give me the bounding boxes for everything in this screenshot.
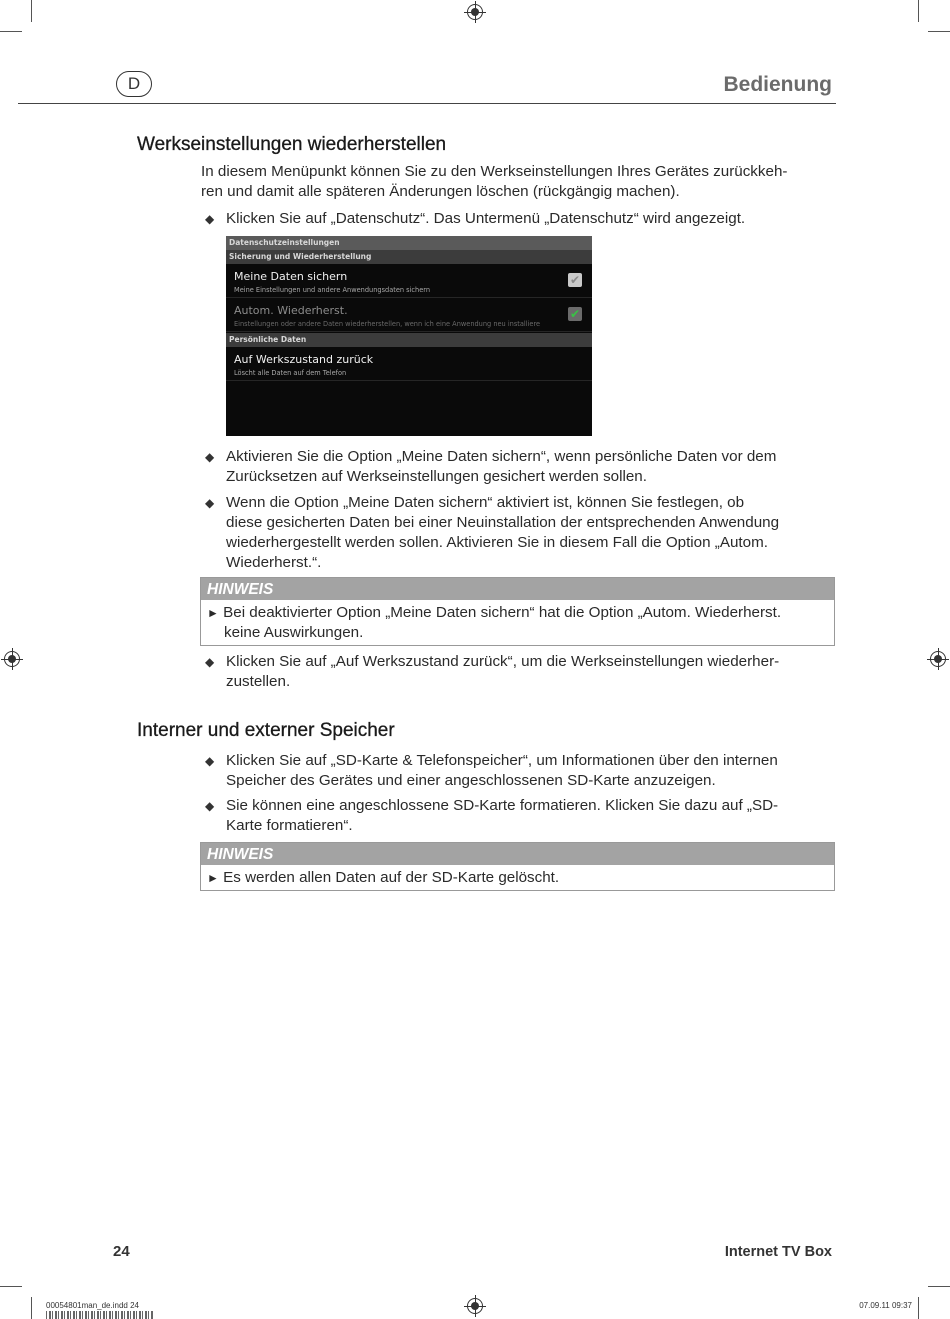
bullet-diamond-icon: ◆ xyxy=(205,754,215,768)
crop-mark xyxy=(31,0,32,22)
note-label: HINWEIS xyxy=(201,843,834,865)
checkbox-checked-icon: ✔ xyxy=(569,307,581,321)
arrow-right-icon: ► xyxy=(207,871,219,885)
bullet-diamond-icon: ◆ xyxy=(205,799,215,813)
bullet-diamond-icon: ◆ xyxy=(205,450,215,464)
note-box: HINWEIS ► Es werden allen Daten auf der SD-Karte gelöscht. xyxy=(200,842,835,891)
crop-mark xyxy=(928,31,950,32)
section-heading-storage: Interner und externer Speicher xyxy=(137,720,395,741)
screenshot-row-backup: Meine Daten sichern Meine Einstellungen und andere Anwendungsdaten sichern ✔ xyxy=(226,264,592,298)
page-number: 24 xyxy=(113,1243,130,1260)
bullet-diamond-icon: ◆ xyxy=(205,496,215,510)
registration-mark-icon xyxy=(467,1298,483,1314)
section-heading-factory-reset: Werkseinstellungen wiederherstellen xyxy=(137,134,447,155)
bullet-diamond-icon: ◆ xyxy=(205,212,215,226)
crop-mark xyxy=(0,1286,22,1287)
product-name: Internet TV Box xyxy=(724,1244,832,1260)
checkbox-unchecked-icon: ✔ xyxy=(569,273,581,287)
screenshot-group-header: Sicherung und Wiederherstellung xyxy=(226,250,592,264)
bullet-item: ◆ Sie können eine angeschlossene SD-Karte formatieren. Klicken Sie dazu auf „SD- Karte formatieren“. xyxy=(205,797,779,834)
registration-mark-icon xyxy=(467,4,483,20)
section-title: Bedienung xyxy=(723,73,832,96)
slug-barcode xyxy=(46,1311,154,1319)
crop-mark xyxy=(0,31,22,32)
bullet-item: ◆ Aktivieren Sie die Option „Meine Daten sichern“, wenn persönliche Daten vor dem Zurücksetzen auf Werkseinstellungen gesichert werden sollen. xyxy=(205,448,777,485)
crop-mark xyxy=(918,1297,919,1319)
bullet-item: ◆ Klicken Sie auf „Datenschutz“. Das Untermenü „Datenschutz“ wird angezeigt. xyxy=(205,210,746,227)
language-badge: D xyxy=(116,71,152,97)
crop-mark xyxy=(928,1286,950,1287)
screenshot-group-header: Persönliche Daten xyxy=(226,333,592,347)
bullet-item: ◆ Klicken Sie auf „SD-Karte & Telefonspeicher“, um Informationen über den internen Speicher des Gerätes und einer angeschlossenen SD-Karte anzuzeigen. xyxy=(205,752,778,789)
text-line: In diesem Menüpunkt können Sie zu den Werkseinstellungen Ihres Gerätes zurückkeh- xyxy=(201,163,788,180)
registration-mark-icon xyxy=(4,651,20,667)
slug-filename: 00054801man_de.indd 24 xyxy=(46,1301,139,1310)
note-label: HINWEIS xyxy=(201,578,834,600)
header-divider xyxy=(18,103,836,104)
arrow-right-icon: ► xyxy=(207,606,219,620)
crop-mark xyxy=(918,0,919,22)
intro-paragraph xyxy=(201,162,787,202)
privacy-settings-screenshot xyxy=(226,236,592,436)
note-box: HINWEIS ► Bei deaktivierter Option „Meine Daten sichern“ hat die Option „Autom. Wiederherst. keine Auswirkungen. xyxy=(200,577,835,646)
slug-timestamp: 07.09.11 09:37 xyxy=(859,1301,912,1310)
registration-mark-icon xyxy=(930,651,946,667)
screenshot-row-auto-restore: Autom. Wiederherst. Einstellungen oder andere Daten wiederherstellen, wenn ich eine Anwendung neu installiere ✔ xyxy=(226,298,592,332)
bullet-item: ◆ Klicken Sie auf „Auf Werkszustand zurück“, um die Werkseinstellungen wiederher- zustellen. xyxy=(205,653,780,690)
bullet-item: ◆ Wenn die Option „Meine Daten sichern“ aktiviert ist, können Sie festlegen, ob diese gesicherten Daten bei einer Neuinstallation der entsprechenden Anwendung wiederhergestellt werden sollen. Aktivieren Sie in diesem Fall die Option „Autom. Wiederherst.“. xyxy=(205,494,780,571)
screenshot-title-bar: Datenschutzeinstellungen xyxy=(226,236,592,250)
crop-mark xyxy=(31,1297,32,1319)
bullet-diamond-icon: ◆ xyxy=(205,655,215,669)
text-line: ren und damit alle späteren Änderungen löschen (rückgängig machen). xyxy=(201,183,680,200)
screenshot-row-factory-reset: Auf Werkszustand zurück Löscht alle Daten auf dem Telefon xyxy=(226,347,592,381)
